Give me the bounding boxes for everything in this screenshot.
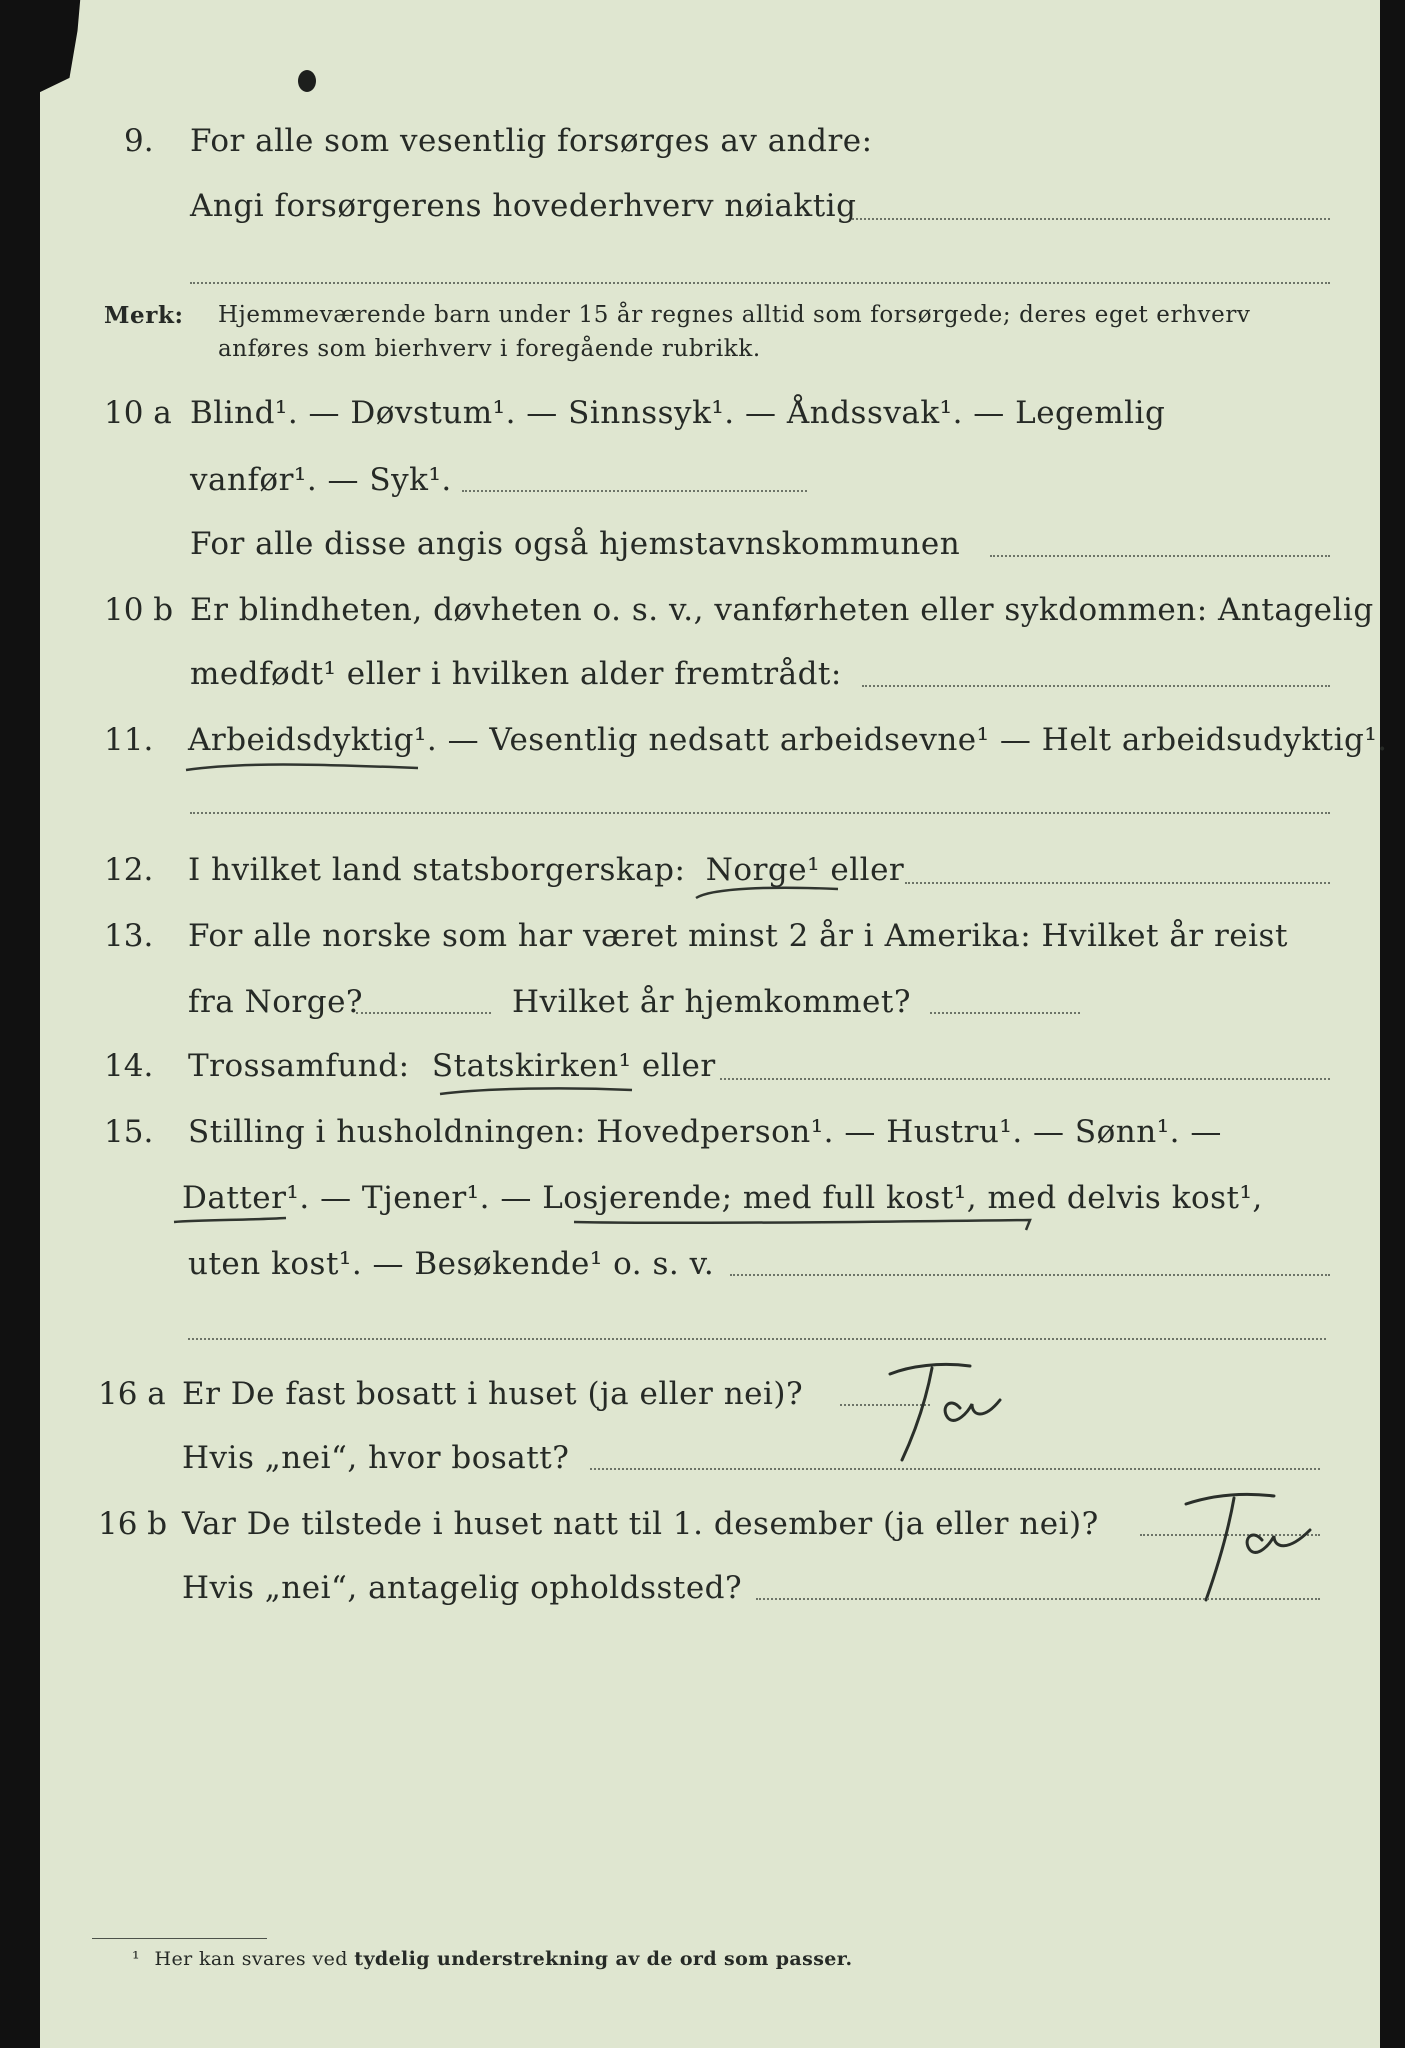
q11-other-options: — Vesentlig nedsatt arbeidsevne¹ — Helt arbeidsudyktig¹. [447, 722, 1388, 758]
q15-option-tjener: — Tjener¹. — [320, 1180, 532, 1216]
q11-number: 11. [104, 722, 154, 758]
q14-prefix: Trossamfund: [188, 1048, 410, 1084]
q15-option-delvis-kost: med delvis kost¹, [987, 1180, 1263, 1216]
q11-option-arbeidsdyktig[interactable]: Arbeidsdyktig¹. [188, 722, 438, 758]
merk-line1: Hjemmeværende barn under 15 år regnes alltid som forsørgede; deres eget erhverv [218, 302, 1251, 328]
q13-return-year-line[interactable] [930, 1012, 1080, 1014]
q15-answer-line[interactable] [730, 1274, 1330, 1276]
q16a-residence-line[interactable] [590, 1468, 1320, 1470]
q9-line2: Angi forsørgerens hovederhverv nøiaktig [190, 188, 857, 224]
footnote-mark: ¹ [132, 1948, 141, 1970]
q9-line1: For alle som vesentlig forsørges av andre: [190, 123, 873, 159]
q10a-line3: For alle disse angis også hjemstavnskommunen [190, 526, 961, 562]
q16a-line2: Hvis „nei“, hvor bosatt? [182, 1440, 570, 1476]
q10b-answer-line[interactable] [862, 685, 1330, 687]
q10a-line1: Blind¹. — Døvstum¹. — Sinnssyk¹. — Åndssvak¹. — Legemlig [190, 395, 1166, 431]
merk-label: Merk: [104, 302, 184, 329]
footnote-rule [92, 1938, 267, 1939]
q14-option-statskirken[interactable]: Statskirken¹ [431, 1048, 632, 1084]
q9-answer-line[interactable] [852, 218, 1330, 220]
q12-suffix: eller [830, 852, 905, 888]
footnote-text-a: Her kan svares ved [154, 1948, 348, 1970]
q15-datter-underline-mark [170, 1208, 290, 1232]
q14-answer-line[interactable] [720, 1078, 1330, 1080]
q14-number: 14. [104, 1048, 154, 1084]
q16b-line2: Hvis „nei“, antagelig opholdssted? [182, 1570, 743, 1606]
footnote [132, 1948, 852, 1970]
q15-option-losjerende[interactable]: Losjerende; med full kost¹, [542, 1180, 978, 1216]
q16a-handwritten-answer [860, 1360, 1020, 1470]
q12-underline-mark [692, 880, 842, 904]
q13-number: 13. [104, 918, 154, 954]
q16b-number: 16 b [98, 1506, 168, 1542]
punch-hole [298, 70, 316, 92]
q12-answer-line[interactable] [905, 882, 1330, 884]
q15-number: 15. [104, 1114, 154, 1150]
q10a-answer-line[interactable] [462, 490, 807, 492]
q15-losjerende-underline-mark [570, 1208, 1040, 1238]
q10a-number: 10 a [104, 395, 172, 431]
q10b-number: 10 b [104, 592, 174, 628]
q13-line2b: Hvilket år hjemkommet? [512, 984, 911, 1020]
q14-underline-mark [436, 1078, 636, 1100]
q9-answer-line-2[interactable] [190, 282, 1330, 284]
q16b-whereabouts-line[interactable] [756, 1598, 1320, 1600]
q12-option-norge[interactable]: Norge¹ [705, 852, 821, 888]
q11-underline-mark [182, 756, 422, 778]
q13-line1: For alle norske som har været minst 2 år i Amerika: Hvilket år reist [188, 918, 1288, 954]
q15-answer-line-2[interactable] [188, 1338, 1326, 1340]
q12-prefix: I hvilket land statsborgerskap: [188, 852, 686, 888]
q10a-line2: vanfør¹. — Syk¹. [190, 462, 452, 498]
q9-number: 9. [124, 123, 154, 159]
q13-line2a: fra Norge? [188, 984, 364, 1020]
q11-line [188, 722, 1388, 758]
q15-line1: Stilling i husholdningen: Hovedperson¹. — Hustru¹. — Sønn¹. — [188, 1114, 1222, 1150]
footnote-text-b: tydelig understrekning av de ord som passer. [354, 1948, 853, 1970]
q16b-handwritten-answer [1150, 1488, 1330, 1608]
q10b-line2: medfødt¹ eller i hvilken alder fremtrådt: [190, 656, 842, 692]
q12-number: 12. [104, 852, 154, 888]
q16a-line1: Er De fast bosatt i huset (ja eller nei)? [182, 1376, 804, 1412]
q10b-line1: Er blindheten, døvheten o. s. v., vanførheten eller sykdommen: Antagelig [190, 592, 1374, 628]
q16a-number: 16 a [98, 1376, 166, 1412]
q15-line3: uten kost¹. — Besøkende¹ o. s. v. [188, 1246, 715, 1282]
q10a-hometown-line[interactable] [990, 555, 1330, 557]
q16b-line1: Var De tilstede i huset natt til 1. desember (ja eller nei)? [182, 1506, 1099, 1542]
q15-option-datter[interactable]: Datter¹. [182, 1180, 310, 1216]
merk-line2: anføres som bierhverv i foregående rubrikk. [218, 336, 761, 362]
q11-answer-line[interactable] [190, 812, 1330, 814]
q13-departure-year-line[interactable] [356, 1012, 491, 1014]
q14-suffix: eller [641, 1048, 716, 1084]
